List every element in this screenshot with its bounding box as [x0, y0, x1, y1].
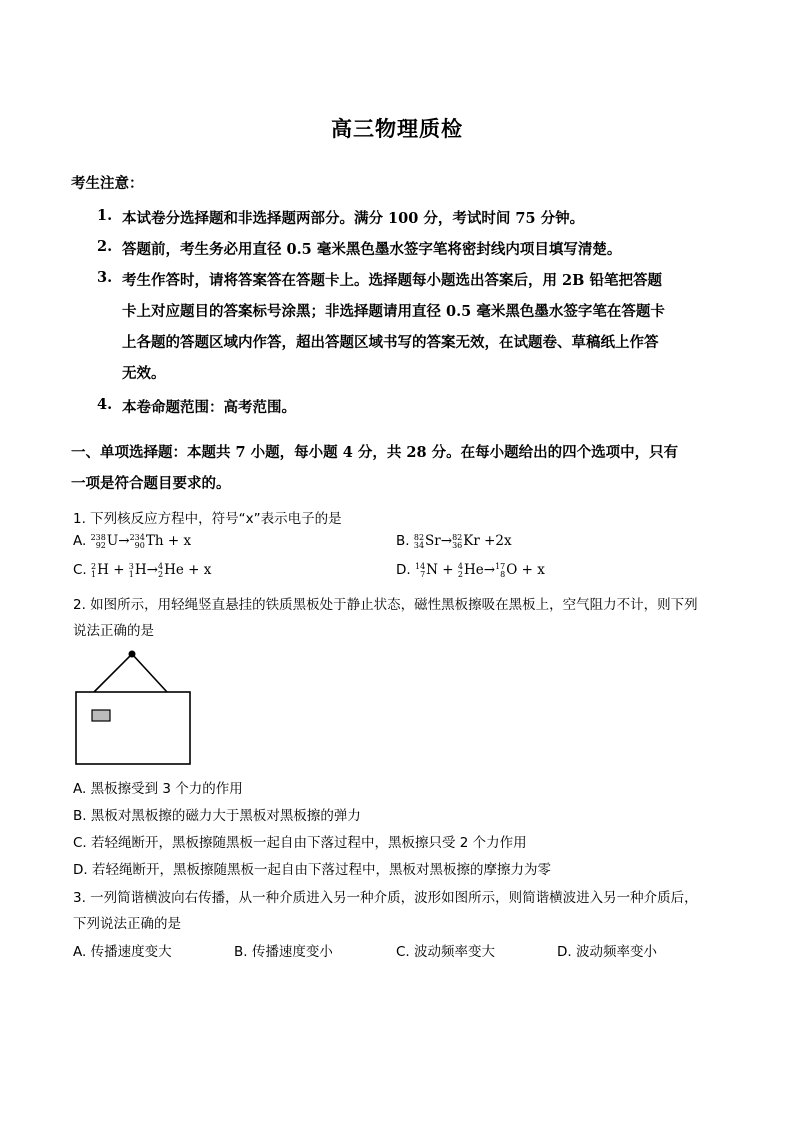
question-1-option-c: C. 2 1 H + 3 1 H→ 4 2 He + x: [73, 561, 212, 579]
section-heading-line-1: 一、单项选择题：本题共 7 小题，每小题 4 分，共 28 分。在每小题给出的四个选项中，只有: [71, 444, 679, 461]
question-1-option-d: D. 14 7 N + 4 2 He→ 17 8 O + x: [396, 561, 545, 579]
question-3-option-b: B. 传播速度变小: [234, 944, 333, 960]
section-heading-line-2: 一项是符合题目要求的。: [71, 475, 231, 492]
notice-item-3-line-2: 卡上对应题目的答案标号涂黑；非选择题请用直径 0.5 毫米黑色墨水签字笔在答题卡: [122, 303, 665, 320]
question-2-option-b: B. 黑板对黑板擦的磁力大于黑板对黑板擦的弹力: [73, 808, 361, 824]
notice-item-3-line-1: 考生作答时，请将答案答在答题卡上。选择题每小题选出答案后，用 2B 铅笔把答题: [122, 272, 662, 289]
eraser: [92, 710, 110, 721]
notice-item-2-number: 2.: [97, 238, 113, 255]
question-2-option-c: C. 若轻绳断开，黑板擦随黑板一起自由下落过程中，黑板擦只受 2 个力作用: [73, 835, 527, 851]
blackboard-figure: [70, 645, 200, 770]
notice-heading: 考生注意：: [71, 175, 144, 192]
notice-item-1-number: 1.: [97, 207, 113, 224]
question-3-option-a: A. 传播速度变大: [73, 944, 172, 960]
notice-item-4-number: 4.: [97, 396, 113, 413]
question-2-stem-line-2: 说法正确的是: [73, 623, 154, 639]
notice-item-3-line-4: 无效。: [122, 365, 166, 382]
rope-left: [94, 654, 132, 692]
question-2-option-d: D. 若轻绳断开，黑板擦随黑板一起自由下落过程中，黑板对黑板擦的摩擦力为零: [73, 862, 551, 878]
question-1-option-b: B. 82 34 Sr→ 82 36 Kr +2x: [396, 532, 512, 550]
notice-item-3-line-3: 上各题的答题区域内作答，超出答题区域书写的答案无效，在试题卷、草稿纸上作答: [122, 334, 659, 351]
notice-item-2-text: 答题前，考生务必用直径 0.5 毫米黑色墨水签字笔将密封线内项目填写清楚。: [122, 241, 622, 258]
question-3-option-c: C. 波动频率变大: [396, 944, 496, 960]
page-title: 高三物理质检: [331, 116, 463, 141]
question-3-option-d: D. 波动频率变小: [557, 944, 657, 960]
question-1-option-a: A. 238 92 U→ 234 90 Th + x: [73, 532, 192, 550]
question-2-option-a: A. 黑板擦受到 3 个力的作用: [73, 781, 243, 797]
question-1-stem: 1. 下列核反应方程中，符号“x”表示电子的是: [73, 511, 342, 527]
question-3-stem-line-1: 3. 一列简谐横波向右传播，从一种介质进入另一种介质，波形如图所示，则简谐横波进入另一种介质后，: [73, 890, 698, 906]
rope-right: [132, 654, 167, 692]
notice-item-4-text: 本卷命题范围：高考范围。: [122, 399, 296, 416]
notice-item-1-text: 本试卷分选择题和非选择题两部分。满分 100 分，考试时间 75 分钟。: [122, 210, 585, 227]
hanging-nail: [129, 651, 136, 658]
question-2-stem-line-1: 2. 如图所示，用轻绳竖直悬挂的铁质黑板处于静止状态，磁性黑板擦吸在黑板上，空气阻力不计，则下列: [73, 597, 698, 613]
question-3-stem-line-2: 下列说法正确的是: [73, 916, 181, 932]
notice-item-3-number: 3.: [97, 269, 113, 286]
blackboard: [76, 692, 190, 764]
